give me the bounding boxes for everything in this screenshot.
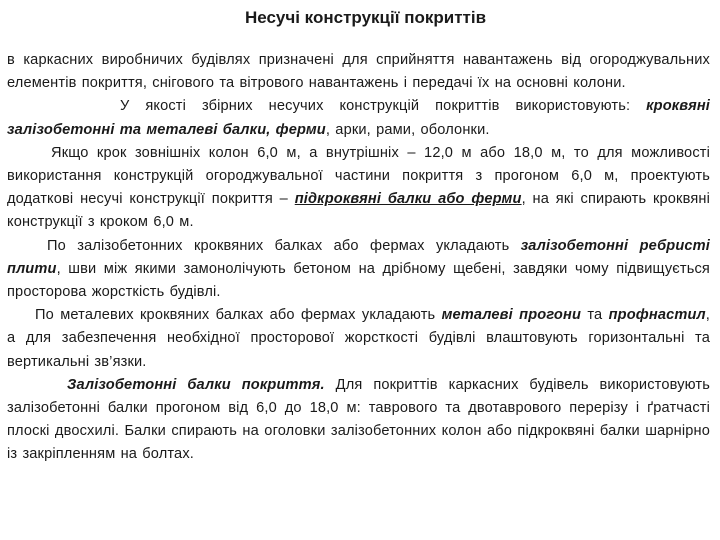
paragraph-concrete-slabs-tail: , шви між якими замонолічують бетоном на дрібному щебені, завдяки чому підвищується просторова жорсткість будівлі. <box>7 260 710 301</box>
emphasis-subtruss-beams: підкроквяні балки або ферми <box>294 191 522 208</box>
emphasis-concrete-beams-heading: Залізобетонні балки покриття. <box>67 376 325 393</box>
emphasis-truss-beams: кроквяні залізобетонні та металеві балки, ферми <box>7 98 710 138</box>
paragraph-roof-structures-text: У якості збірних несучих конструкцій покриттів використовують: <box>120 98 647 115</box>
paragraph-intro-text: в каркасних виробничих будівлях призначені для сприйняття навантажень від огороджувальних елементів покриття, снігового та вітрового навантажень і передачі їх на основні колони. <box>7 52 710 92</box>
paragraph-column-spacing <box>7 142 710 235</box>
paragraph-concrete-slabs-text: По залізобетонних кроквяних балках або фермах укладають <box>47 237 521 254</box>
emphasis-ribbed-slabs: залізобетонні ребристі плити <box>7 237 710 277</box>
paragraph-metal-purlins-text: По металевих кроквяних балках або фермах укладають <box>35 307 442 324</box>
paragraph-metal-purlins-tail: , а для забезпечення необхідної просторової жорсткості будівлі влаштовують горизонтальні та вертикальні зв’язки. <box>7 307 710 370</box>
paragraph-column-spacing-text: Якщо крок зовнішніх колон 6,0 м, а внутрішніх – 12,0 м або 18,0 м, то для можливості використання конструкцій огороджувальної частини покриття з прогоном 6,0 м, проектують додаткові несучі конструкції покриття – <box>7 144 710 208</box>
page-title: Несучі конструкції покриттів <box>244 8 487 27</box>
emphasis-profiled-sheet: профнастил <box>608 307 706 324</box>
paragraph-concrete-beams-text: Для покриттів каркасних будівель використовують залізобетонні балки прогоном від 6,0 до 18,0 м: таврового та двотаврового перерізу і ґратчасті плоскі двосхилі. Балки спирають на оголовки залізобетонних колон або підкроквяні балки шарнірно із закріпленням на болтах. <box>7 376 710 463</box>
paragraph-roof-structures <box>7 95 710 141</box>
body-text <box>7 49 710 467</box>
paragraph-column-spacing-tail: , на які спирають кроквяні конструкції з кроком 6,0 м. <box>7 191 710 231</box>
paragraph-metal-purlins-mid: та <box>581 307 609 324</box>
paragraph-metal-purlins <box>7 304 710 374</box>
paragraph-concrete-slabs <box>7 235 710 305</box>
paragraph-roof-structures-tail: , арки, рами, оболонки. <box>325 121 490 138</box>
emphasis-metal-purlins: металеві прогони <box>441 307 582 324</box>
paragraph-intro <box>7 49 710 95</box>
paragraph-concrete-beams <box>7 374 710 467</box>
